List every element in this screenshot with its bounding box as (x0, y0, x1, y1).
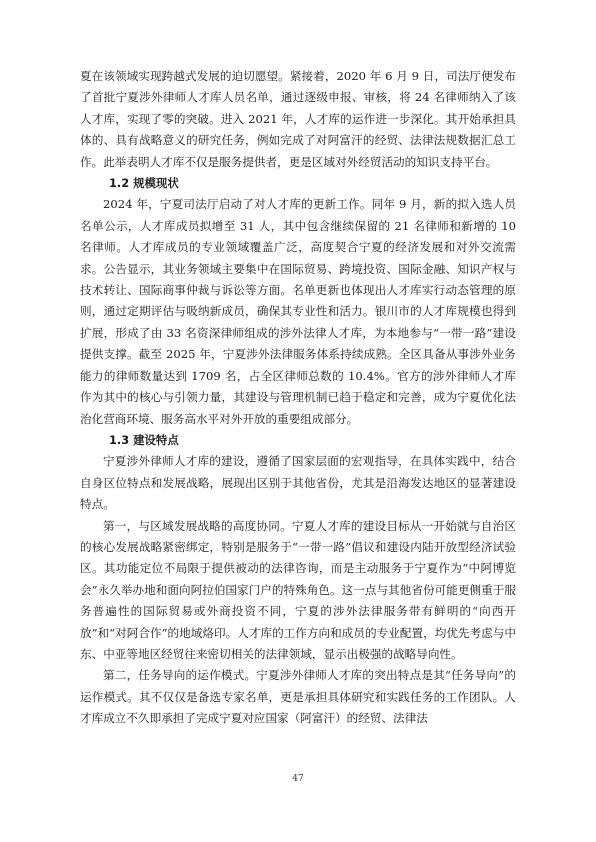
section-heading-1-3: 1.3 建设特点 (109, 432, 179, 447)
paragraph-continuation: 夏在该领域实现跨越式发展的迫切愿望。紧接着，2020 年 6 月 9 日，司法厅便发布了首批宁夏涉外律师人才库人员名单，通过逐级申报、审核，将 24 名律师纳入了该人才库，实现了零的突破。进入 2021 年，人才库的运作进一步深化。其开始承担具体的、具有战略意义的研究任务，例如完成了对阿富汗的经贸、法律法规数据汇总工作。此举表明人才库不仅是服务提供者，更是区域对外经贸活动的知识支持平台。 (80, 69, 516, 169)
paragraph-features-intro: 宁夏涉外律师人才库的建设，遵循了国家层面的宏观指导，在具体实践中，结合自身区位特点和发展战略，展现出区别于其他省份，尤其是沿海发达地区的显著建设特点。 (80, 454, 516, 512)
page-body (80, 66, 516, 730)
paragraph-scale-status: 2024 年，宁夏司法厅启动了对人才库的更新工作。同年 9 月，新的拟入选人员名单公示，人才库成员拟增至 31 人，其中包含继续保留的 21 名律师和新增的 10 名律师。人才库成员的专业领域覆盖广泛，高度契合宁夏的经济发展和对外交流需求。公告显示，其业务领域主要集中在国际贸易、跨境投资、国际金融、知识产权与技术转让、国际商事仲裁与诉讼等方面。名单更新也体现出人才库实行动态管理的原则，通过定期评估与吸纳新成员，确保其专业性和活力。银川市的人才库规模也得到扩展，形成了由 33 名资深律师组成的涉外法律人才库，为本地参与“一带一路”建设提供支撑。截至 2025 年，宁夏涉外法律服务体系持续成熟。全区具备从事涉外业务能力的律师数量达到 1709 名，占全区律师总数的 10.4%。官方的涉外律师人才库作为其中的核心与引领力量，其建设与管理机制已趋于稳定和完善，成为宁夏优化法治化营商环境、服务高水平对外开放的重要组成部分。 (80, 197, 516, 426)
paragraph-feature-one: 第一，与区域发展战略的高度协同。宁夏人才库的建设目标从一开始就与自治区的核心发展战略紧密绑定，特别是服务于“一带一路”倡议和建设内陆开放型经济试验区。其功能定位不局限于提供被动的法律咨询，而是主动服务于宁夏作为“中阿博览会”永久举办地和面向阿拉伯国家门户的特殊角色。这一点与其他省份可能更侧重于服务普遍性的国际贸易或外商投资不同，宁夏的涉外法律服务带有鲜明的“向西开放”和“对阿合作”的地域烙印。人才库的工作方向和成员的专业配置，均优先考虑与中东、中亚等地区经贸往来密切相关的法律领域，显示出极强的战略导向性。 (80, 518, 516, 661)
page-number: 47 (292, 774, 304, 784)
section-heading-1-2: 1.2 规模现状 (109, 176, 179, 191)
paragraph-feature-two: 第二，任务导向的运作模式。宁夏涉外律师人才库的突出特点是其“任务导向”的运作模式。其不仅仅是备选专家名单，更是承担具体研究和实践任务的工作团队。人才库成立不久即承担了完成宁夏对应国家（阿富汗）的经贸、法律法 (80, 668, 516, 726)
